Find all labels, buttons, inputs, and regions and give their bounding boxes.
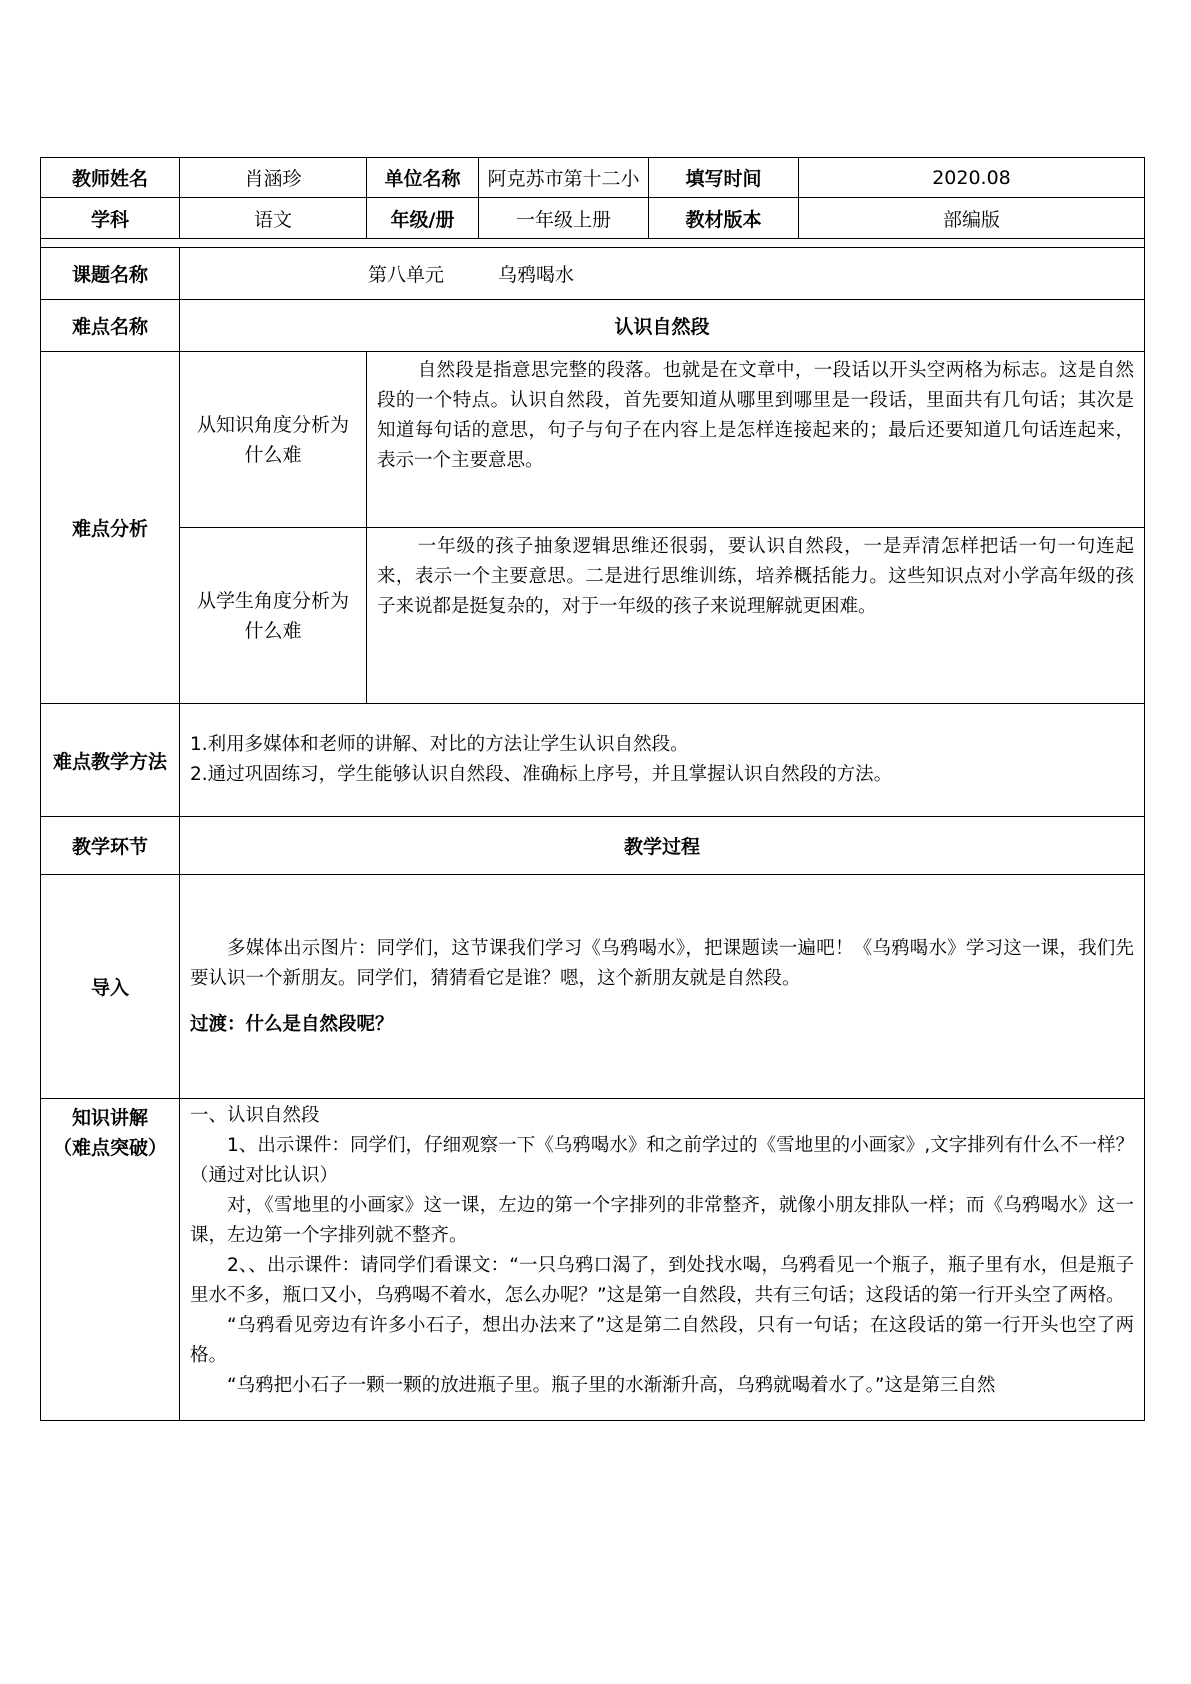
lecture-label-line2: （难点突破） [52,1137,167,1159]
lecture-paragraph-3: 2、、出示课件：请同学们看课文：“一只乌鸦口渴了，到处找水喝，乌鸦看见一个瓶子，瓶子里有水，但是瓶子里水不多，瓶口又小，乌鸦喝不着水，怎么办呢？”这是第一自然段，共有三句话；这段话的第一行开头空了两格。 [190,1255,1134,1306]
knowledge-angle-text: 自然段是指意思完整的段落。也就是在文章中，一段话以开头空两格为标志。这是自然段的一个特点。认识自然段，首先要知道从哪里到哪里是一段话，里面共有几句话；其次是知道每句话的意思，句子与句子在内容上是怎样连接起来的；最后还要知道几句话连起来，表示一个主要意思。 [377,360,1134,471]
topic-unit: 第八单元 [368,264,445,286]
intro-label: 导入 [41,875,180,1099]
lecture-row [41,1099,1145,1421]
knowledge-angle-cell [367,352,1145,528]
method-item-2: 2.通过巩固练习，学生能够认识自然段、准确标上序号，并且掌握认识自然段的方法。 [190,764,893,785]
fill-date-value: 2020.08 [799,158,1145,198]
topic-label: 课题名称 [41,248,180,300]
unit-name-value: 阿克苏市第十二小 [479,158,649,198]
analysis-student-row [41,528,1145,704]
student-angle-label: 从学生角度分析为什么难 [180,528,367,704]
lecture-paragraph-5: “乌鸦把小石子一颗一颗的放进瓶子里。瓶子里的水渐渐升高，乌鸦就喝着水了。”这是第三自然 [227,1375,996,1396]
topic-value [180,248,1145,300]
student-angle-text: 一年级的孩子抽象逻辑思维还很弱，要认识自然段，一是弄清怎样把话一句一句连起来，表示一个主要意思。二是进行思维训练，培养概括能力。这些知识点对小学高年级的孩子来说都是挺复杂的，对于一年级的孩子来说理解就更困难。 [377,536,1134,617]
difficulty-value: 认识自然段 [180,300,1145,352]
teaching-process-label: 教学过程 [180,817,1145,875]
student-angle-cell [367,528,1145,704]
analysis-knowledge-row [41,352,1145,528]
spacer-row [41,239,1145,248]
intro-cell [180,875,1145,1099]
lecture-paragraph-2: 对，《雪地里的小画家》这一课，左边的第一个字排列的非常整齐，就像小朋友排队一样；而《乌鸦喝水》这一课，左边第一个字排列就不整齐。 [190,1195,1134,1246]
process-header-row [41,817,1145,875]
info-row-1 [41,158,1145,198]
info-row-2 [41,198,1145,239]
teacher-name-value: 肖涵珍 [180,158,367,198]
method-row [41,704,1145,817]
unit-name-label: 单位名称 [367,158,479,198]
subject-value: 语文 [180,198,367,239]
lecture-paragraph-1: 1、出示课件：同学们，仔细观察一下《乌鸦喝水》和之前学过的《雪地里的小画家》,文字排列有什么不一样？（通过对比认识） [190,1135,1134,1186]
edition-value: 部编版 [799,198,1145,239]
topic-title: 乌鸦喝水 [498,264,575,286]
method-label: 难点教学方法 [41,704,180,817]
grade-label: 年级/册 [367,198,479,239]
topic-row [41,248,1145,300]
teacher-name-label: 教师姓名 [41,158,180,198]
intro-transition: 过渡：什么是自然段呢？ [190,1013,394,1035]
lesson-plan-table [40,157,1145,1421]
fill-date-label: 填写时间 [649,158,799,198]
analysis-label: 难点分析 [41,352,180,704]
intro-row [41,875,1145,1099]
lecture-label-line1: 知识讲解 [71,1107,148,1129]
subject-label: 学科 [41,198,180,239]
knowledge-angle-label: 从知识角度分析为什么难 [180,352,367,528]
intro-text: 多媒体出示图片：同学们，这节课我们学习《乌鸦喝水》，把课题读一遍吧！《乌鸦喝水》学习这一课，我们先要认识一个新朋友。同学们，猜猜看它是谁？嗯，这个新朋友就是自然段。 [190,937,1134,989]
lecture-cell [180,1099,1145,1421]
lesson-plan-sheet [40,157,1144,1421]
grade-value: 一年级上册 [479,198,649,239]
method-item-1: 1.利用多媒体和老师的讲解、对比的方法让学生认识自然段。 [190,734,689,755]
method-cell [180,704,1145,817]
spacer-cell [41,239,1145,248]
edition-label: 教材版本 [649,198,799,239]
difficulty-label: 难点名称 [41,300,180,352]
lecture-label [41,1099,180,1421]
lecture-paragraph-4: “乌鸦看见旁边有许多小石子，想出办法来了”这是第二自然段，只有一句话；在这段话的第一行开头也空了两格。 [190,1315,1134,1366]
lecture-heading: 一、认识自然段 [190,1105,320,1126]
difficulty-row [41,300,1145,352]
teaching-stage-label: 教学环节 [41,817,180,875]
